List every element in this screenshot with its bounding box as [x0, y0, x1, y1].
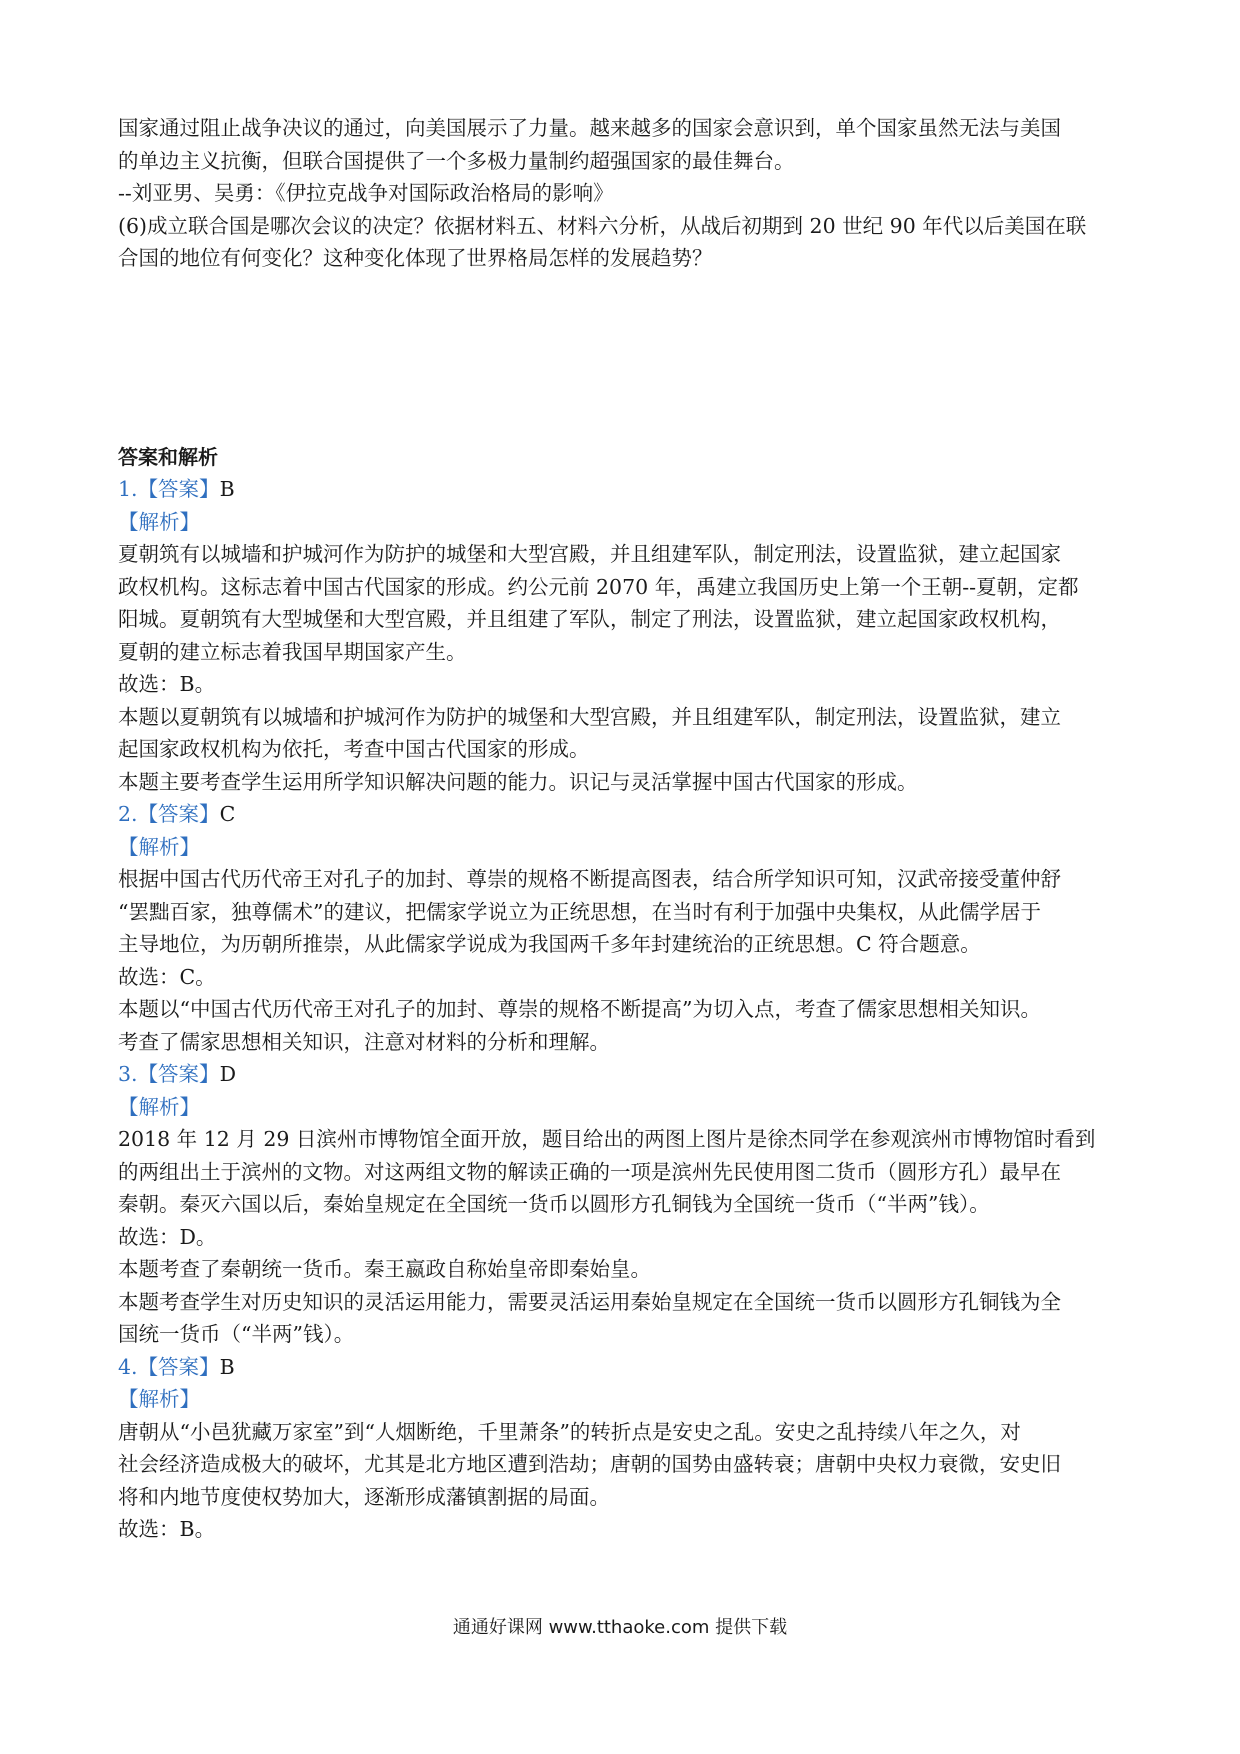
answer-tag: 【答案】: [137, 477, 220, 501]
analysis-tag: 【解析】: [118, 509, 200, 534]
analysis-line: 故选：B。: [118, 1517, 216, 1541]
answer-header: [118, 798, 1128, 831]
answer-value: C: [219, 802, 236, 826]
analysis-line: 政权机构。这标志着中国古代国家的形成。约公元前 2070 年，禹建立我国历史上第一个王朝--夏朝，定都: [118, 574, 1079, 599]
analysis-line: 本题考查了秦朝统一货币。秦王嬴政自称始皇帝即秦始皇。: [118, 1257, 651, 1281]
answer-header: [118, 1058, 1128, 1091]
answer-number: 2.: [118, 802, 138, 826]
analysis-line: 故选：D。: [118, 1224, 217, 1249]
analysis-line: 起国家政权机构为依托，考查中国古代国家的形成。: [118, 737, 590, 761]
analysis-line: 故选：B。: [118, 672, 216, 696]
analysis-line: 本题以夏朝筑有以城墙和护城河作为防护的城堡和大型宫殿，并且组建军队，制定刑法，设置监狱，建立: [118, 704, 1061, 729]
question-line: 合国的地位有何变化？这种变化体现了世界格局怎样的发展趋势？: [118, 246, 713, 270]
answer-block: [118, 1058, 1128, 1351]
analysis-tag: 【解析】: [118, 834, 200, 859]
analysis-line: 夏朝的建立标志着我国早期国家产生。: [118, 639, 467, 664]
analysis-line: 根据中国古代历代帝王对孔子的加封、尊崇的规格不断提高图表，结合所学知识可知，汉武帝接受董仲舒: [118, 867, 1061, 891]
analysis-line: 国统一货币（“半两”钱）。: [118, 1322, 355, 1346]
answer-block: [118, 798, 1128, 1058]
answer-header: [118, 1351, 1128, 1384]
intro-line: 的单边主义抗衡，但联合国提供了一个多极力量制约超强国家的最佳舞台。: [118, 148, 795, 173]
analysis-tag: 【解析】: [118, 1094, 200, 1119]
answer-block: [118, 1351, 1128, 1546]
intro-line: 国家通过阻止战争决议的通过，向美国展示了力量。越来越多的国家会意识到，单个国家虽然无法与美国: [118, 116, 1061, 140]
analysis-line: 秦朝。秦灭六国以后，秦始皇规定在全国统一货币以圆形方孔铜钱为全国统一货币（“半两”钱）。: [118, 1192, 990, 1216]
answer-block: [118, 473, 1128, 798]
analysis-line: 本题主要考查学生运用所学知识解决问题的能力。识记与灵活掌握中国古代国家的形成。: [118, 769, 918, 794]
answer-tag: 【答案】: [137, 1354, 220, 1379]
document-page: [118, 112, 1128, 1546]
analysis-line: 社会经济造成极大的破坏，尤其是北方地区遭到浩劫；唐朝的国势由盛转衰；唐朝中央权力衰微，安史旧: [118, 1452, 1061, 1476]
analysis-line: 夏朝筑有以城墙和护城河作为防护的城堡和大型宫殿，并且组建军队，制定刑法，设置监狱，建立起国家: [118, 542, 1061, 566]
intro-block: [118, 112, 1128, 275]
analysis-line: “罢黜百家，独尊儒术”的建议，把儒家学说立为正统思想，在当时有利于加强中央集权，从此儒学居于: [118, 899, 1041, 924]
question-line: (6)成立联合国是哪次会议的决定？依据材料五、材料六分析，从战后初期到 20 世纪 90 年代以后美国在联: [118, 213, 1087, 238]
analysis-line: 阳城。夏朝筑有大型城堡和大型宫殿，并且组建了军队，制定了刑法，设置监狱，建立起国家政权机构，: [118, 607, 1061, 631]
analysis-line: 本题以“中国古代历代帝王对孔子的加封、尊崇的规格不断提高”为切入点，考查了儒家思想相关知识。: [118, 997, 1041, 1021]
answer-number: 3.: [118, 1062, 138, 1086]
analysis-line: 的两组出土于滨州的文物。对这两组文物的解读正确的一项是滨州先民使用图二货币（圆形方孔）最早在: [118, 1159, 1061, 1184]
analysis-line: 主导地位，为历朝所推崇，从此儒家学说成为我国两千多年封建统治的正统思想。C 符合题意。: [118, 932, 981, 956]
analysis-line: 本题考查学生对历史知识的灵活运用能力，需要灵活运用秦始皇规定在全国统一货币以圆形方孔铜钱为全: [118, 1289, 1061, 1314]
section-title: 答案和解析: [118, 444, 218, 469]
answer-value: D: [219, 1062, 236, 1086]
analysis-tag: 【解析】: [118, 1387, 200, 1411]
answers-list: [118, 473, 1128, 1546]
answer-header: [118, 473, 1128, 506]
analysis-line: 将和内地节度使权势加大，逐渐形成藩镇割据的局面。: [118, 1484, 610, 1509]
answer-value: B: [219, 1354, 235, 1379]
answer-value: B: [219, 477, 235, 501]
analysis-line: 考查了儒家思想相关知识，注意对材料的分析和理解。: [118, 1029, 610, 1054]
answer-number: 4.: [118, 1354, 138, 1379]
answer-number: 1.: [118, 477, 138, 501]
page-footer: 通通好课网 www.tthaoke.com 提供下载: [452, 1617, 788, 1638]
answer-tag: 【答案】: [137, 802, 220, 826]
analysis-line: 故选：C。: [118, 964, 216, 989]
analysis-line: 2018 年 12 月 29 日滨州市博物馆全面开放，题目给出的两图上图片是徐杰同学在参观滨州市博物馆时看到: [118, 1127, 1096, 1151]
citation-line: --刘亚男、吴勇：《伊拉克战争对国际政治格局的影响》: [118, 181, 614, 205]
answer-tag: 【答案】: [137, 1062, 220, 1086]
analysis-line: 唐朝从“小邑犹藏万家室”到“人烟断绝，千里萧条”的转折点是安史之乱。安史之乱持续八年之久，对: [118, 1419, 1021, 1444]
